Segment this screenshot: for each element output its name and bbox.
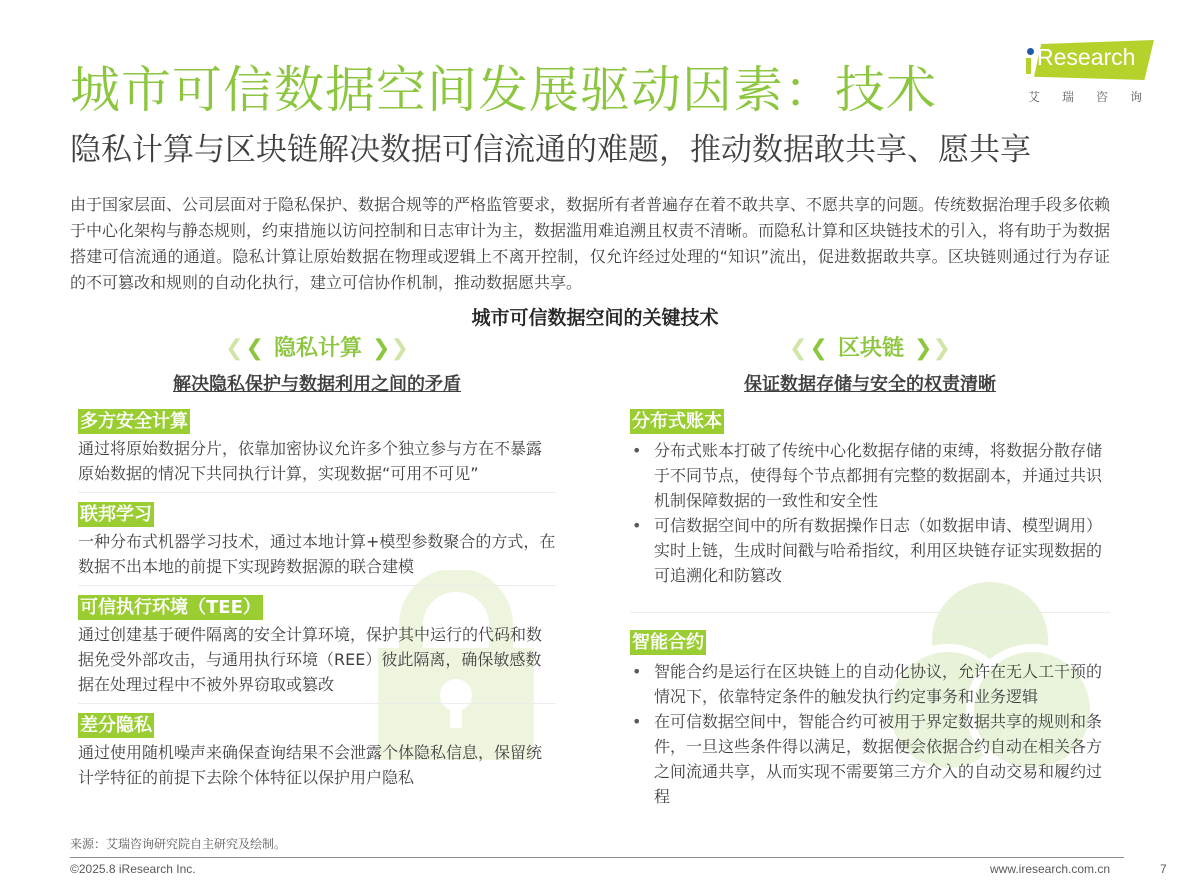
chevron-right-icon: ❯ <box>390 336 409 361</box>
tech-item-federated-learning <box>78 493 556 586</box>
iresearch-logo <box>1024 38 1164 108</box>
source-note: 来源：艾瑞咨询研究院自主研究及绘制。 <box>70 837 287 851</box>
tech-item-differential-privacy <box>78 704 556 796</box>
tech-description: 一种分布式机器学习技术，通过本地计算+模型参数聚合的方式，在数据不出本地的前提下实现跨数据源的联合建模 <box>78 532 556 576</box>
tech-tag: 可信执行环境（TEE） <box>80 597 261 618</box>
chevron-left-icon: ❮ <box>809 336 828 361</box>
tech-description: 通过创建基于硬件隔离的安全计算环境，保护其中运行的代码和数据免受外部攻击，与通用执行环境（REE）彼此隔离，确保敏感数据在处理过程中不被外界窃取或篡改 <box>78 625 543 694</box>
column-title-text: 区块链 <box>837 336 904 361</box>
chevron-left-icon: ❮ <box>225 336 244 361</box>
page-subtitle: 隐私计算与区块链解决数据可信流通的难题，推动数据敢共享、愿共享 <box>70 132 1031 168</box>
tech-tag: 智能合约 <box>632 632 704 653</box>
tech-tag: 差分隐私 <box>80 715 152 736</box>
tech-item-mpc <box>78 400 556 493</box>
column-title-text: 隐私计算 <box>273 336 362 361</box>
chevron-right-icon: ❯ <box>914 336 933 361</box>
bullet-item: • 在可信数据空间中，智能合约可被用于界定数据共享的规则和条件，一旦这些条件得以满足，数据便会依据合约自动在相关各方之间流通共享，从而实现不需要第三方介入的自动交易和履约过程 <box>630 709 1110 809</box>
bullet-list <box>630 438 1110 588</box>
tech-description: 通过使用随机噪声来确保查询结果不会泄露个体隐私信息，保留统计学特征的前提下去除个体特征以保护用户隐私 <box>78 743 543 787</box>
chevron-right-icon: ❯ <box>932 336 951 361</box>
page-title: 城市可信数据空间发展驱动因素：技术 <box>70 61 937 119</box>
privacy-computing-column <box>78 332 556 796</box>
blockchain-column <box>630 332 1110 815</box>
tech-tag: 联邦学习 <box>80 504 152 525</box>
chevron-left-icon: ❮ <box>789 336 808 361</box>
copyright: ©2025.8 iResearch Inc. <box>70 862 196 876</box>
privacy-computing-subtitle: 解决隐私保护与数据利用之间的矛盾 <box>173 374 461 395</box>
tech-item-distributed-ledger <box>630 400 1110 613</box>
tech-item-smart-contract <box>630 613 1110 815</box>
chevron-left-icon: ❮ <box>245 336 264 361</box>
footer-divider <box>70 857 1124 858</box>
website-link[interactable]: www.iresearch.com.cn <box>990 862 1111 876</box>
logo-chinese-text: 艾瑞咨询 <box>1028 90 1165 104</box>
page-number: 7 <box>1160 862 1167 876</box>
blockchain-title <box>630 332 1110 366</box>
tech-item-tee <box>78 586 556 704</box>
chevron-right-icon: ❯ <box>372 336 391 361</box>
bullet-item: • 分布式账本打破了传统中心化数据存储的束缚，将数据分散存储于不同节点，使得每个节点都拥有完整的数据副本，并通过共识机制保障数据的一致性和安全性 <box>630 438 1110 513</box>
bullet-list <box>630 659 1110 809</box>
tech-description: 通过将原始数据分片，依靠加密协议允许多个独立参与方在不暴露原始数据的情况下共同执行计算，实现数据“可用不可见” <box>78 439 543 483</box>
logo-i-stem <box>1026 58 1031 74</box>
tech-tag: 多方安全计算 <box>80 411 188 432</box>
intro-paragraph: 由于国家层面、公司层面对于隐私保护、数据合规等的严格监管要求，数据所有者普遍存在着不敢共享、不愿共享的问题。传统数据治理手段多依赖于中心化架构与静态规则，约束措施以访问控制和日志审计为主，数据滥用难追溯且权责不清晰。而隐私计算和区块链技术的引入，将有助于为数据搭建可信流通的通道。隐私计算让原始数据在物理或逻辑上不离开控制，仅允许经过处理的“知识”流出，促进数据敢共享。区块链则通过行为存证的不可篡改和规则的自动化执行，建立可信协作机制，推动数据愿共享。 <box>70 195 1111 292</box>
logo-brand-text: Research <box>1037 44 1136 70</box>
privacy-computing-title <box>78 332 556 366</box>
blockchain-subtitle: 保证数据存储与安全的权责清晰 <box>744 374 996 395</box>
bullet-item: • 智能合约是运行在区块链上的自动化协议，允许在无人工干预的情况下，依靠特定条件的触发执行约定事务和业务逻辑 <box>630 659 1110 709</box>
section-heading: 城市可信数据空间的关键技术 <box>471 307 719 329</box>
logo-dot-icon <box>1027 48 1034 55</box>
tech-tag: 分布式账本 <box>632 411 722 432</box>
bullet-item: • 可信数据空间中的所有数据操作日志（如数据申请、模型调用）实时上链，生成时间戳与哈希指纹，利用区块链存证实现数据的可追溯化和防篡改 <box>630 513 1110 588</box>
